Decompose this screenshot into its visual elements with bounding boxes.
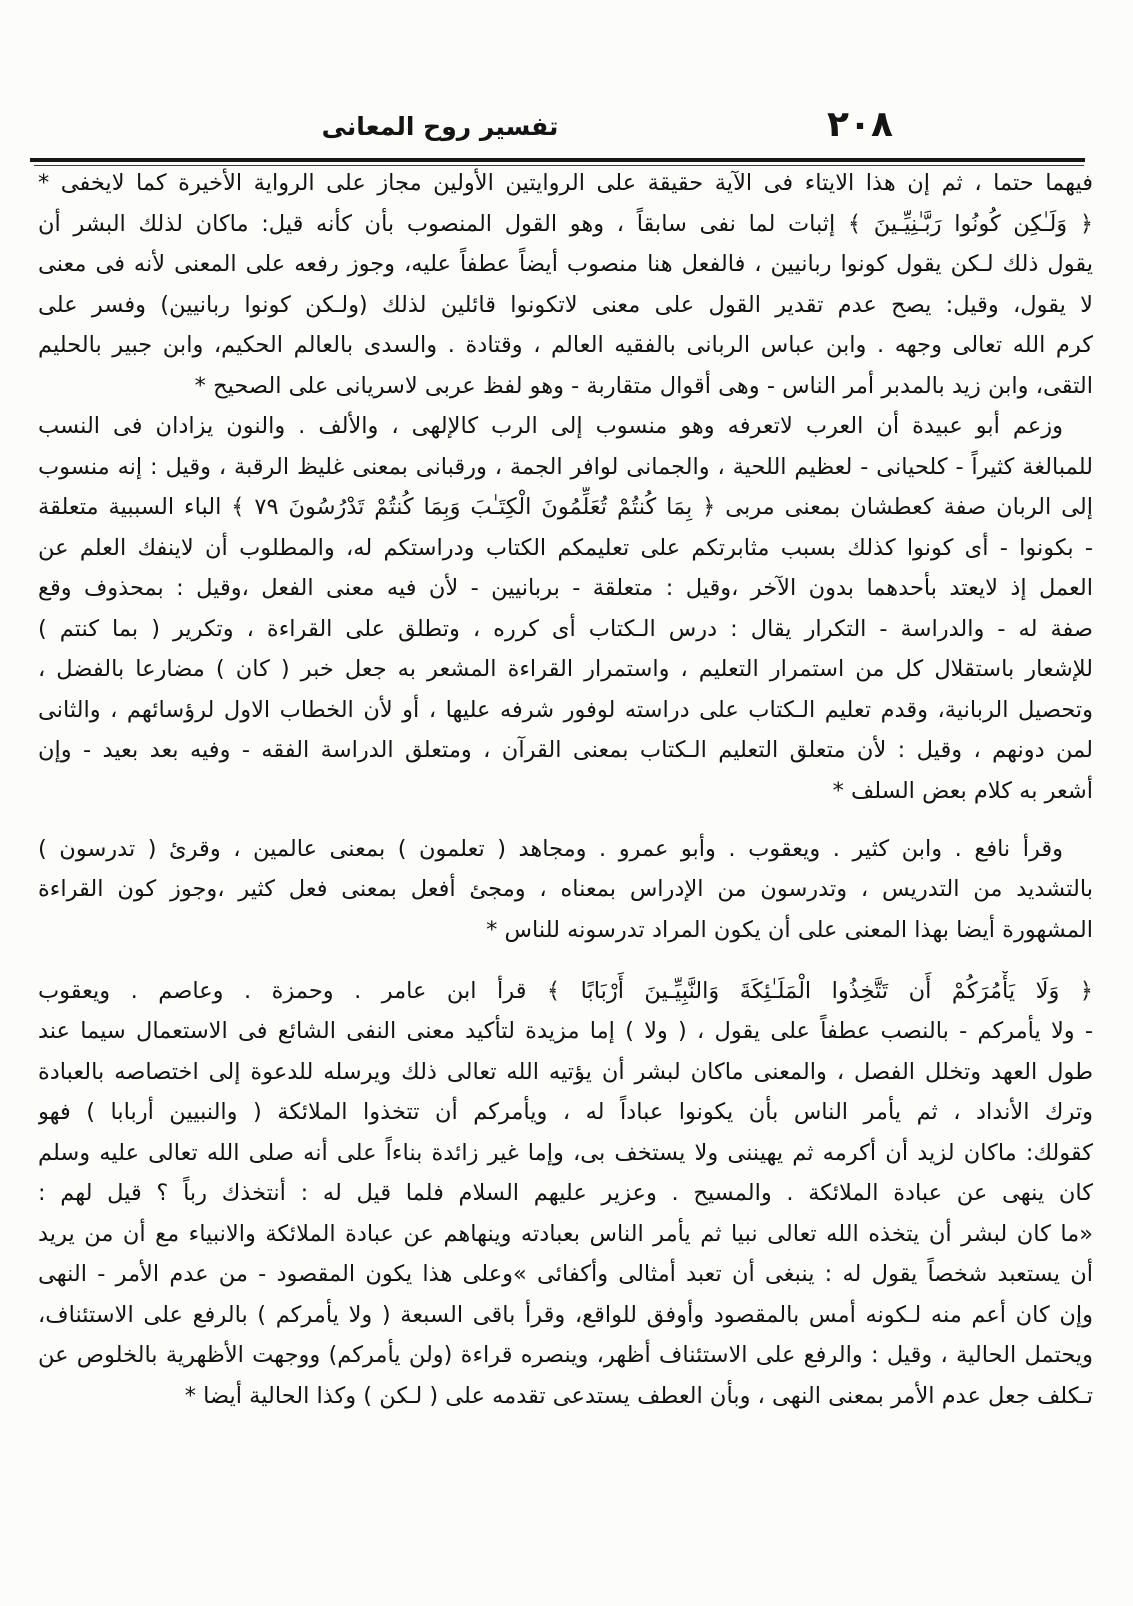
text-line: ﴿ وَلَا يَأْمُرَكُمْ أَن تَتَّخِذُوا الْمَلَـٰئِكَةَ وَالنَّبِيِّـينَ أَرْبَابًا ﴾ قرأ ابن عامر . وحمزة . وعاصم . ويعقوب xyxy=(38,977,1093,1004)
text-line: بالتشديد من التدريس ، وتدرسون من الإدراس بمعناه ، ومجئ أفعل بمعنى فعل كثير ،وجوز كون القراءة xyxy=(38,876,1093,902)
text-line: وقرأ نافع . وابن كثير . ويعقوب . وأبو عمرو . ومجاهد ( تعلمون ) بمعنى عالمين ، وقرئ ( تدرسون ) xyxy=(38,835,1063,862)
text-line: - ولا يأمركم - بالنصب عطفاً على يقول ، ( ولا ) إما مزيدة لتأكيد معنى النفى الشائع فى الاستعمال سيما عند xyxy=(38,1018,1093,1044)
page-number: ٢٠٨ xyxy=(827,104,893,145)
text-line: لمن دونهم ، وقيل : لأن متعلق التعليم الـكتاب بمعنى القرآن ، ومتعلق الدراسة الفقه - وفيه بعد بعيد - وإن xyxy=(38,737,1093,763)
text-line: للإشعار باستقلال كل من استمرار التعليم ، واستمرار القراءة المشعر به جعل خبر ( كان ) مضارعا بالفضل ، xyxy=(38,656,1093,682)
text-block xyxy=(38,163,1093,1416)
text-line: وزعم أبو عبيدة أن العرب لاتعرفه وهو منسوب إلى الرب كالإلهى ، والألف . والنون يزادان فى النسب xyxy=(38,413,1063,439)
text-line: تـكلف جعل عدم الأمر بمعنى النهى ، وبأن العطف يستدعى تقدمه على ( لـكن ) وكذا الحالية أيضا * xyxy=(184,1382,1093,1409)
text-line: كان ينهى عن عبادة الملائكة . والمسيح . وعزير عليهم السلام فلما قيل له : أنتخذك رباً ؟ قيل لهم : xyxy=(38,1180,1093,1206)
text-line: «ما كان لبشر أن يتخذه الله تعالى نبيا ثم يأمر الناس بعبادته وينهاهم عن عبادة الملائكة والانبياء مع أن من يريد xyxy=(38,1220,1093,1247)
text-line: ﴿ وَلَـٰكِن كُونُوا رَبَّـٰنِيِّـينَ ﴾ إثبات لما نفى سابقاً ، وهو القول المنصوب بأن كأنه قيل: ماكان لذلك البشر أن xyxy=(38,210,1093,237)
text-line: يقول ذلك لـكن يقول كونوا ربانيين ، فالفعل هنا منصوب أيضاً عطفاً عليه، وجوز رفعه على المعنى لأنه فى معنى xyxy=(38,251,1093,277)
text-line: للمبالغة كثيراً - كلحيانى - لعظيم اللحية ، والجمانى لوافر الجمة ، ورقبانى بمعنى غليظ الرقبة ، وقيل : إنه منسوب xyxy=(38,453,1093,480)
text-line: المشهورة أيضا بهذا المعنى على أن يكون المراد تدرسونه للناس * xyxy=(486,916,1093,943)
text-line: كرم الله تعالى وجهه . وابن عباس الربانى بالفقيه العالم ، وقتادة . والسدى بالعالم الحكيم، وابن جبير بالحليم xyxy=(38,332,1093,358)
text-line: وتحصيل الربانية، وقدم تعليم الـكتاب على دراسته لوفور شرفه عليها ، أو لأن الخطاب الاول لرؤسائهم ، والثانى xyxy=(38,696,1093,723)
text-line: أن يستعبد شخصاً يقول له : ينبغى أن تعبد أمثالى وأكفائى »وعلى هذا يكون المقصود - من عدم الأمر - النهى xyxy=(38,1261,1093,1287)
text-line: إلى الربان صفة كعطشان بمعنى مربى ﴿ بِمَا كُنتُمْ تُعَلِّمُونَ الْكِتَـٰبَ وَبِمَا كُنتُمْ تَدْرُسُونَ ٧٩ ﴾ الباء السببية متعلقة xyxy=(38,494,1093,520)
text-line: وترك الأنداد ، ثم يأمر الناس بأن يكونوا عباداً له ، ويأمركم أن تتخذوا الملائكة ( والنبيين أربابا ) فهو xyxy=(38,1099,1093,1125)
text-line: صفة له - والدراسة - التكرار يقال : درس الـكتاب أى كرره ، وتطلق على القراءة ، وتكرير ( بما كنتم ) xyxy=(38,615,1093,642)
text-line: العمل إذ لايعتد بأحدهما بدون الآخر ،وقيل : متعلقة - بربانيين - لأن فيه معنى الفعل ،وقيل : بمحذوف وقع xyxy=(38,575,1093,601)
text-line: فيهما حتما ، ثم إن هذا الايتاء فى الآية حقيقة على الروايتين الأولين مجاز على الرواية الأخيرة كما لايخفى * xyxy=(38,170,1093,196)
header-rule xyxy=(30,158,1085,162)
text-line: ويحتمل الحالية ، وقيل : والرفع على الاستئناف أظهر، وينصره قراءة (ولن يأمركم) ووجهت الأظهرية بالخلوص عن xyxy=(38,1342,1093,1368)
text-line: - بكونوا - أى كونوا كذلك بسبب مثابرتكم على تعليمكم الكتاب ودراستكم له، والمطلوب أن لاينفك العلم عن xyxy=(38,534,1093,561)
text-line: التقى، وابن زيد بالمدبر أمر الناس - وهى أقوال متقاربة - وهو لفظ عربى لاسريانى على الصحيح * xyxy=(194,372,1093,399)
text-line: وإن كان أعم منه لـكونه أمس بالمقصود وأوفق للواقع، وقرأ باقى السبعة ( ولا يأمركم ) بالرفع على الاستئناف، xyxy=(38,1301,1093,1328)
text-line: كقولك: ماكان لزيد أن أكرمه ثم يهيننى ولا يستخف بى، وإما غير زائدة بناءاً على أنه صلى الله تعالى عليه وسلم xyxy=(38,1139,1093,1166)
running-title: تفسير روح المعانى xyxy=(321,112,559,141)
text-line: طول العهد وتخلل الفصل ، والمعنى ماكان لبشر أن يؤتيه الله تعالى ذلك ويرسله للدعوة إلى اختصاصه بالعبادة xyxy=(38,1058,1093,1085)
text-line: لا يقول، وقيل: يصح عدم تقدير القول على معنى لاتكونوا قائلين لذلك (ولـكن كونوا ربانيين) وفسر على xyxy=(38,291,1093,318)
text-line: أشعر به كلام بعض السلف * xyxy=(832,777,1093,804)
